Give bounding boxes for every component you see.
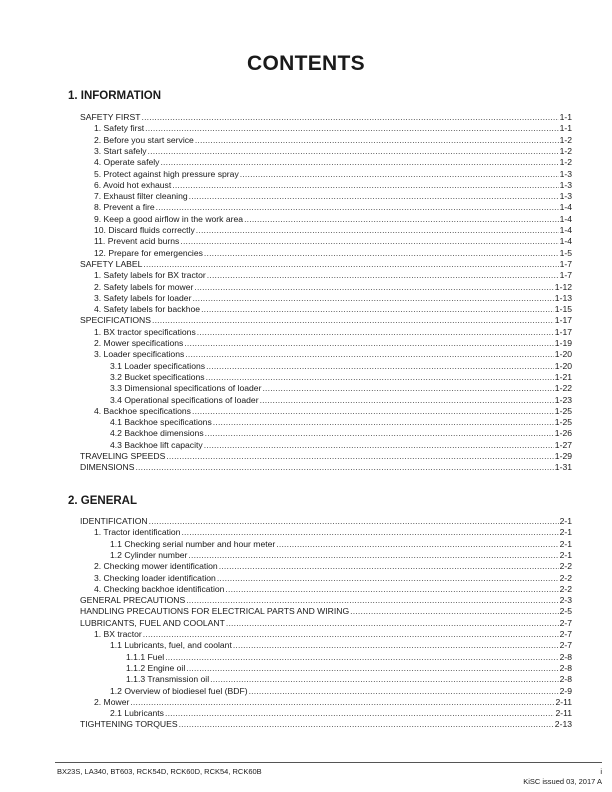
toc-entry[interactable] [80,315,572,326]
toc-entry[interactable] [94,225,572,236]
toc-entry[interactable] [126,663,572,674]
toc-dot-leader [192,293,553,304]
toc-entry[interactable] [110,383,572,394]
toc-entry[interactable] [110,708,572,719]
toc-entry[interactable] [110,440,572,451]
toc-entry-page: 1-1 [559,112,572,122]
toc-entry-label: 3. Loader specifications [94,349,185,360]
toc-dot-leader [166,451,553,462]
toc-entry[interactable] [94,293,572,304]
toc-entry-label: 1.2 Overview of biodiesel fuel (BDF) [110,685,248,696]
toc-entry[interactable] [94,561,572,572]
toc-entry-page: 1-5 [559,247,572,258]
toc-entry[interactable] [94,629,572,640]
toc-entry-label: 1. Safety first [94,123,145,134]
toc-entry[interactable] [94,146,572,157]
toc-entry-page: 2-11 [555,708,572,719]
toc-dot-leader [184,338,553,349]
toc-entry-label: 4.2 Backhoe dimensions [110,428,204,439]
toc-entry[interactable] [94,697,572,708]
toc-dot-leader [262,383,553,394]
toc-dot-leader [233,640,559,651]
toc-entry-label: 4.1 Backhoe specifications [110,417,212,428]
section-heading-general: 2. GENERAL [68,495,138,507]
toc-entry-label: TIGHTENING TORQUES [80,719,178,730]
toc-dot-leader [226,618,559,629]
toc-entry-label: 3. Safety labels for loader [94,292,192,303]
toc-dot-leader [149,516,559,527]
toc-entry-page: 1-17 [554,315,572,326]
toc-entry[interactable] [94,191,572,202]
toc-entry-label: 3.1 Loader specifications [110,360,206,371]
toc-entry-page: 1-7 [559,258,572,269]
toc-entry-page: 1-3 [559,179,572,190]
toc-entry[interactable] [80,112,572,123]
toc-entry[interactable] [80,516,572,527]
toc-entry[interactable] [80,606,572,617]
toc-entry-page: 1-31 [554,462,572,473]
toc-dot-leader [165,708,554,719]
toc-entry-page: 2-5 [559,606,572,617]
toc-entry-label: 1.1.1 Fuel [126,651,165,662]
toc-entry-label: 3.3 Dimensional specifications of loader [110,383,262,394]
toc-dot-leader [197,327,554,338]
toc-entry-page: 1-17 [554,326,572,337]
toc-entry-label: 3.4 Operational specifications of loader [110,394,259,405]
toc-entry-page: 2-2 [559,572,572,583]
toc-entry-page: 2-7 [559,640,572,651]
toc-entry-label: TRAVELING SPEEDS [80,451,166,461]
toc-entry-label: 4.3 Backhoe lift capacity [110,439,203,450]
toc-dot-leader [181,527,558,538]
toc-entry-label: 3. Start safely [94,145,147,156]
toc-entry-page: 2-2 [559,583,572,594]
toc-entry[interactable] [94,135,572,146]
toc-entry-page: 1-20 [554,349,572,360]
toc-entry[interactable] [110,417,572,428]
toc-entry[interactable] [110,539,572,550]
toc-dot-leader [145,123,558,134]
toc-entry[interactable] [110,640,572,651]
toc-entry-label: SAFETY LABEL [80,258,143,269]
toc-entry-label: 1.1 Lubricants, fuel, and coolant [110,640,232,651]
toc-entry-label: DIMENSIONS [80,462,135,473]
toc-entry-label: 2. Safety labels for mower [94,281,194,292]
toc-dot-leader [194,282,553,293]
toc-entry[interactable] [110,550,572,561]
toc-entry-label: 10. Discard fluids correctly [94,225,195,235]
toc-entry-label: SPECIFICATIONS [80,315,151,326]
toc-entry-label: 3.2 Bucket specifications [110,371,205,382]
toc-entry[interactable] [110,428,572,439]
footer-divider [55,762,602,763]
page-title: CONTENTS [247,52,365,75]
toc-entry-label: 1. BX tractor specifications [94,326,196,337]
toc-entry[interactable] [94,202,572,213]
toc-dot-leader [244,214,559,225]
toc-dot-leader [217,573,559,584]
toc-dot-leader [165,652,558,663]
toc-entry-label: GENERAL PRECAUTIONS [80,595,186,606]
toc-entry-page: 2-13 [554,719,572,730]
toc-entry-label: HANDLING PRECAUTIONS FOR ELECTRICAL PARTS AND WIRING [80,606,350,617]
toc-entry-page: 1-13 [554,292,572,303]
toc-entry[interactable] [94,327,572,338]
toc-dot-leader [160,157,558,168]
footer-models: BX23S, LA340, BT603, RCK54D, RCK60D, RCK54, RCK60B [57,767,262,776]
toc-dot-leader [172,180,558,191]
toc-entry-label: 1.1.2 Engine oil [126,662,186,673]
toc-dot-leader [206,361,554,372]
toc-entry-label: 1. BX tractor [94,629,142,639]
toc-entry-label: 1.2 Cylinder number [110,549,188,560]
toc-entry-label: 1. Safety labels for BX tractor [94,270,206,281]
toc-dot-leader [189,191,559,202]
toc-entry-page: 1-7 [559,270,572,281]
toc-entry-label: 2. Checking mower identification [94,561,218,572]
toc-dot-leader [213,417,554,428]
toc-dot-leader [148,146,559,157]
toc-entry-page: 1-20 [554,360,572,371]
toc-entry[interactable] [110,395,572,406]
toc-dot-leader [188,550,558,561]
toc-entry-label: LUBRICANTS, FUEL AND COOLANT [80,617,225,628]
toc-dot-leader [143,629,559,640]
toc-entry-label: 1.1 Checking serial number and hour meter [110,538,276,549]
toc-entry-label: 6. Avoid hot exhaust [94,179,172,190]
toc-entry-label: 12. Prepare for emergencies [94,247,203,258]
toc-entry-page: 1-29 [554,451,572,461]
toc-entry-page: 1-4 [559,236,572,247]
toc-entry-label: 2.1 Lubricants [110,708,164,719]
toc-entry[interactable] [94,248,572,259]
toc-entry-label: 9. Keep a good airflow in the work area [94,213,244,224]
footer-page-number: i [600,767,602,776]
toc-dot-leader [186,663,558,674]
footer-issue: KiSC issued 03, 2017 A [523,777,602,786]
toc-dot-leader [179,719,554,730]
section-heading-information: 1. INFORMATION [68,90,162,102]
toc-entry[interactable] [94,157,572,168]
toc-entry-page: 2-1 [559,516,572,526]
toc-dot-leader [196,225,559,236]
toc-entry[interactable] [110,361,572,372]
toc-entry[interactable] [94,349,572,360]
toc-dot-leader [276,539,558,550]
toc-entry[interactable] [110,686,572,697]
toc-entry[interactable] [94,214,572,225]
toc-entry-page: 1-3 [559,191,572,202]
toc-entry-label: 4. Safety labels for backhoe [94,304,201,315]
toc-entry[interactable] [94,180,572,191]
toc-entry-label: 5. Protect against high pressure spray [94,168,239,179]
toc-entry-page: 1-26 [554,428,572,439]
toc-dot-leader [141,112,558,123]
toc-entry-page: 1-4 [559,213,572,224]
toc-entry-page: 2-1 [559,538,572,549]
toc-entry[interactable] [80,719,572,730]
toc-entry-page: 2-7 [559,629,572,639]
toc-dot-leader [207,270,559,281]
toc-dot-leader [130,697,554,708]
toc-entry[interactable] [126,674,572,685]
toc-entry-label: SAFETY FIRST [80,112,141,122]
toc-dot-leader [350,606,558,617]
toc-entry-label: 2. Mower [94,696,130,707]
toc-dot-leader [206,372,554,383]
toc-entry-page: 2-8 [559,674,572,685]
toc-entry[interactable] [94,123,572,134]
toc-entry-page: 1-23 [554,394,572,405]
toc-dot-leader [192,406,554,417]
toc-dot-leader [249,686,559,697]
toc-dot-leader [180,236,558,247]
toc-entry[interactable] [94,169,572,180]
toc-dot-leader [225,584,558,595]
toc-dot-leader [204,440,554,451]
toc-entry[interactable] [94,406,572,417]
toc-dot-leader [201,304,554,315]
toc-entry-page: 1-15 [554,304,572,315]
toc-entry-label: 1. Tractor identification [94,527,181,538]
toc-entry-label: 7. Exhaust filter cleaning [94,191,188,202]
toc-entry[interactable] [126,652,572,663]
toc-entry[interactable] [80,595,572,606]
toc-entry-page: 1-2 [559,145,572,156]
toc-entry-page: 1-22 [554,383,572,394]
toc-entry[interactable] [94,584,572,595]
toc-entry-page: 1-27 [554,439,572,450]
toc-entry[interactable] [94,304,572,315]
toc-entry-label: 1.1.3 Transmission oil [126,674,210,685]
toc-entry[interactable] [80,618,572,629]
toc-entry-label: 4. Checking backhoe identification [94,583,225,594]
toc-dot-leader [204,248,559,259]
toc-entry[interactable] [94,282,572,293]
toc-dot-leader [205,428,554,439]
toc-entry-page: 1-25 [554,405,572,416]
toc-entry-page: 1-2 [559,157,572,168]
toc-entry-page: 1-19 [554,338,572,348]
toc-dot-leader [156,202,559,213]
toc-entry-page: 1-4 [559,202,572,213]
toc-entry-label: 3. Checking loader identification [94,572,216,583]
toc-entry-page: 2-7 [559,617,572,628]
toc-entry-page: 1-21 [554,371,572,382]
toc-entry-page: 1-12 [554,281,572,292]
toc-dot-leader [152,315,554,326]
toc-entry[interactable] [94,338,572,349]
toc-entry-label: 2. Mower specifications [94,338,184,348]
toc-dot-leader [143,259,558,270]
toc-entry-label: IDENTIFICATION [80,516,148,526]
toc-entry-page: 2-11 [555,696,572,707]
toc-entry-page: 2-8 [559,662,572,673]
toc-entry-page: 1-4 [559,225,572,235]
toc-entry[interactable] [80,451,572,462]
toc-dot-leader [260,395,554,406]
toc-entry-page: 1-25 [554,417,572,428]
toc-entry[interactable] [94,270,572,281]
toc-entry-page: 2-8 [559,651,572,662]
toc-entry[interactable] [80,259,572,270]
toc-entry-page: 1-3 [559,168,572,179]
toc-entry[interactable] [110,372,572,383]
toc-dot-leader [185,349,554,360]
toc-entry-label: 4. Operate safely [94,157,160,168]
toc-entry[interactable] [94,573,572,584]
toc-entry[interactable] [80,462,572,473]
toc-entry-page: 2-2 [559,561,572,572]
toc-entry-label: 8. Prevent a fire [94,202,155,213]
toc-entry-page: 2-9 [559,685,572,696]
toc-entry-page: 2-3 [559,595,572,606]
toc-dot-leader [195,135,559,146]
toc-dot-leader [210,674,558,685]
toc-dot-leader [240,169,559,180]
toc-entry-label: 4. Backhoe specifications [94,405,191,416]
toc-entry[interactable] [94,236,572,247]
toc-entry-label: 11. Prevent acid burns [94,236,180,247]
toc-dot-leader [135,462,553,473]
toc-dot-leader [219,561,559,572]
toc-entry-page: 1-2 [559,134,572,145]
toc-entry[interactable] [94,527,572,538]
toc-entry-page: 1-1 [559,123,572,134]
toc-entry-label: 2. Before you start service [94,134,194,145]
toc-entry-page: 2-1 [559,549,572,560]
toc-dot-leader [186,595,558,606]
toc-entry-page: 2-1 [559,527,572,538]
